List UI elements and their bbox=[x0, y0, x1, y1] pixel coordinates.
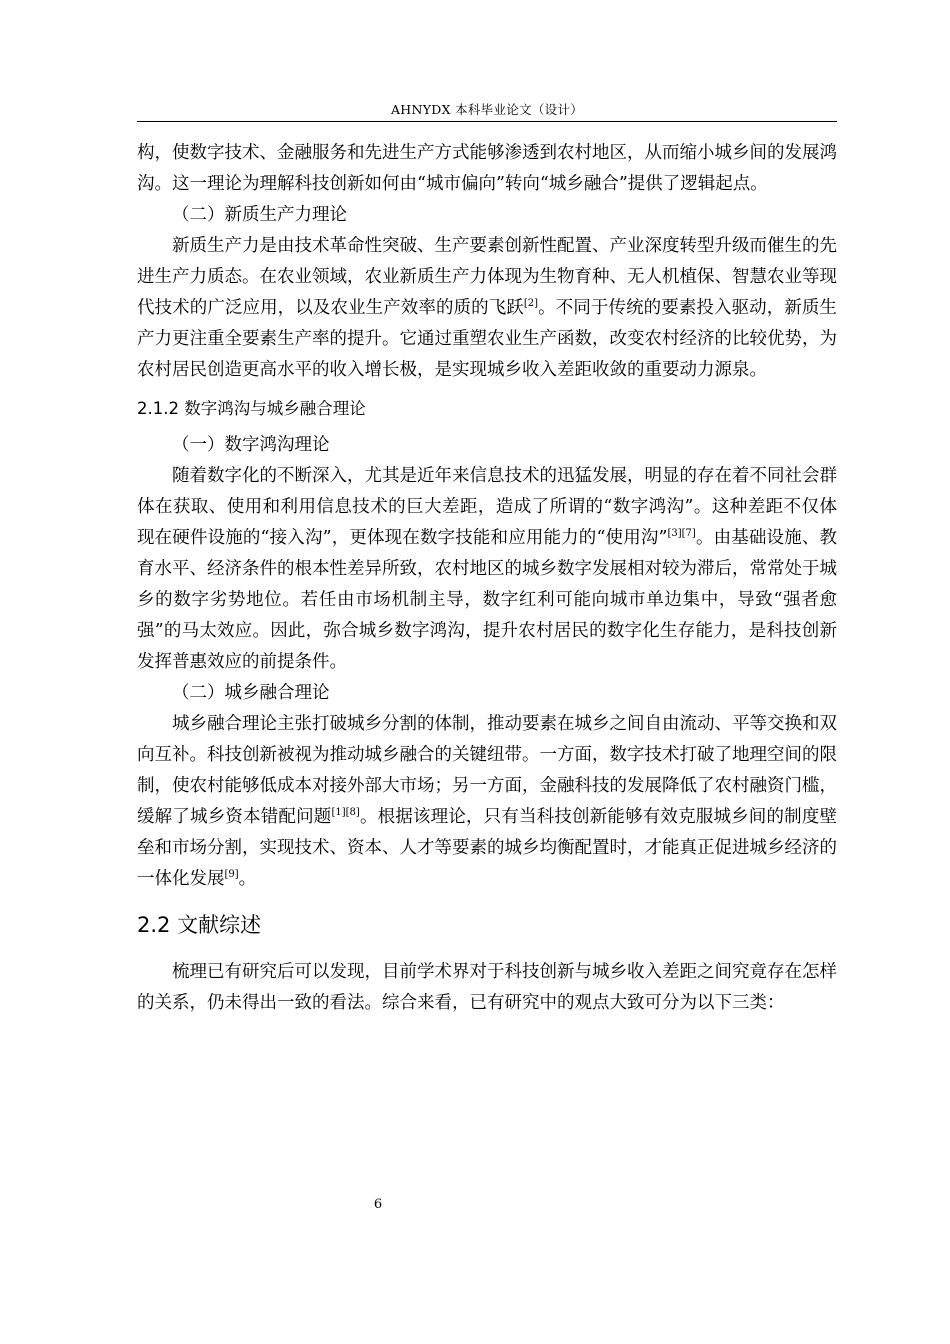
subsection-heading: （二）城乡融合理论 bbox=[172, 683, 330, 703]
subsection-heading: （二）新质生产力理论 bbox=[172, 205, 347, 225]
paragraph: 随着数字化的不断深入，尤其是近年来信息技术的迅猛发展，明显的存在着不同社会群体在获取、使用和利用信息技术的巨大差距，造成了所谓的“数字鸿沟”。这种差距不仅体现在硬件设施的“接入沟”，更体现在数字技能和应用能力的“使用沟”[3][7]。由基础设施、教育水平、经济条件的根本性差异所致，农村地区的城乡数字发展相对较为滞后，常常处于城乡的数字劣势地位。若任由市场机制主导，数字红利可能向城市单边集中，导致“强者愈强”的马太效应。因此，弥合城乡数字鸿沟，提升农村居民的数字化生存能力，是科技创新发挥普惠效应的前提条件。 bbox=[137, 466, 837, 672]
paragraph: 城乡融合理论主张打破城乡分割的体制，推动要素在城乡之间自由流动、平等交换和双向互补。科技创新被视为推动城乡融合的关键纽带。一方面，数字技术打破了地理空间的限制，使农村能够低成本对接外部大市场；另一方面，金融科技的发展降低了农村融资门槛，缓解了城乡资本错配问题[1][8]。根据该理论，只有当科技创新能够有效克服城乡间的制度壁垒和市场分割，实现技术、资本、人才等要素的城乡均衡配置时，才能真正促进城乡经济的一体化发展[9]。 bbox=[137, 714, 838, 889]
citation: [9] bbox=[224, 869, 239, 880]
paragraph: 新质生产力是由技术革命性突破、生产要素创新性配置、产业深度转型升级而催生的先进生产力质态。在农业领域，农业新质生产力体现为生物育种、无人机植保、智慧农业等现代技术的广泛应用，以及农业生产效率的质的飞跃[2]。不同于传统的要素投入驱动，新质生产力更注重全要素生产率的提升。它通过重塑农业生产函数，改变农村经济的比较优势，为农村居民创造更高水平的收入增长极，是实现城乡收入差距收敛的重要动力源泉。 bbox=[137, 236, 838, 380]
citation: [1][8] bbox=[331, 807, 360, 818]
header-rule bbox=[137, 121, 837, 122]
subsection-heading: （一）数字鸿沟理论 bbox=[172, 435, 330, 455]
citation: [2] bbox=[523, 298, 539, 309]
section-heading-2-2: 2.2 文献综述 bbox=[137, 913, 262, 937]
page-body bbox=[137, 138, 837, 1019]
section-heading-2-1-2: 2.1.2 数字鸿沟与城乡融合理论 bbox=[137, 399, 366, 418]
paragraph: 构，使数字技术、金融服务和先进生产方式能够渗透到农村地区，从而缩小城乡间的发展鸿沟。这一理论为理解科技创新如何由“城市偏向”转向“城乡融合”提供了逻辑起点。 bbox=[137, 143, 837, 194]
running-header: AHNYDX 本科毕业论文（设计） bbox=[390, 102, 584, 117]
page-number: 6 bbox=[373, 1197, 383, 1212]
paragraph: 梳理已有研究后可以发现，目前学术界对于科技创新与城乡收入差距之间究竟存在怎样的关系，仍未得出一致的看法。综合来看，已有研究中的观点大致可分为以下三类： bbox=[137, 962, 837, 1013]
citation: [3][7] bbox=[667, 528, 696, 539]
